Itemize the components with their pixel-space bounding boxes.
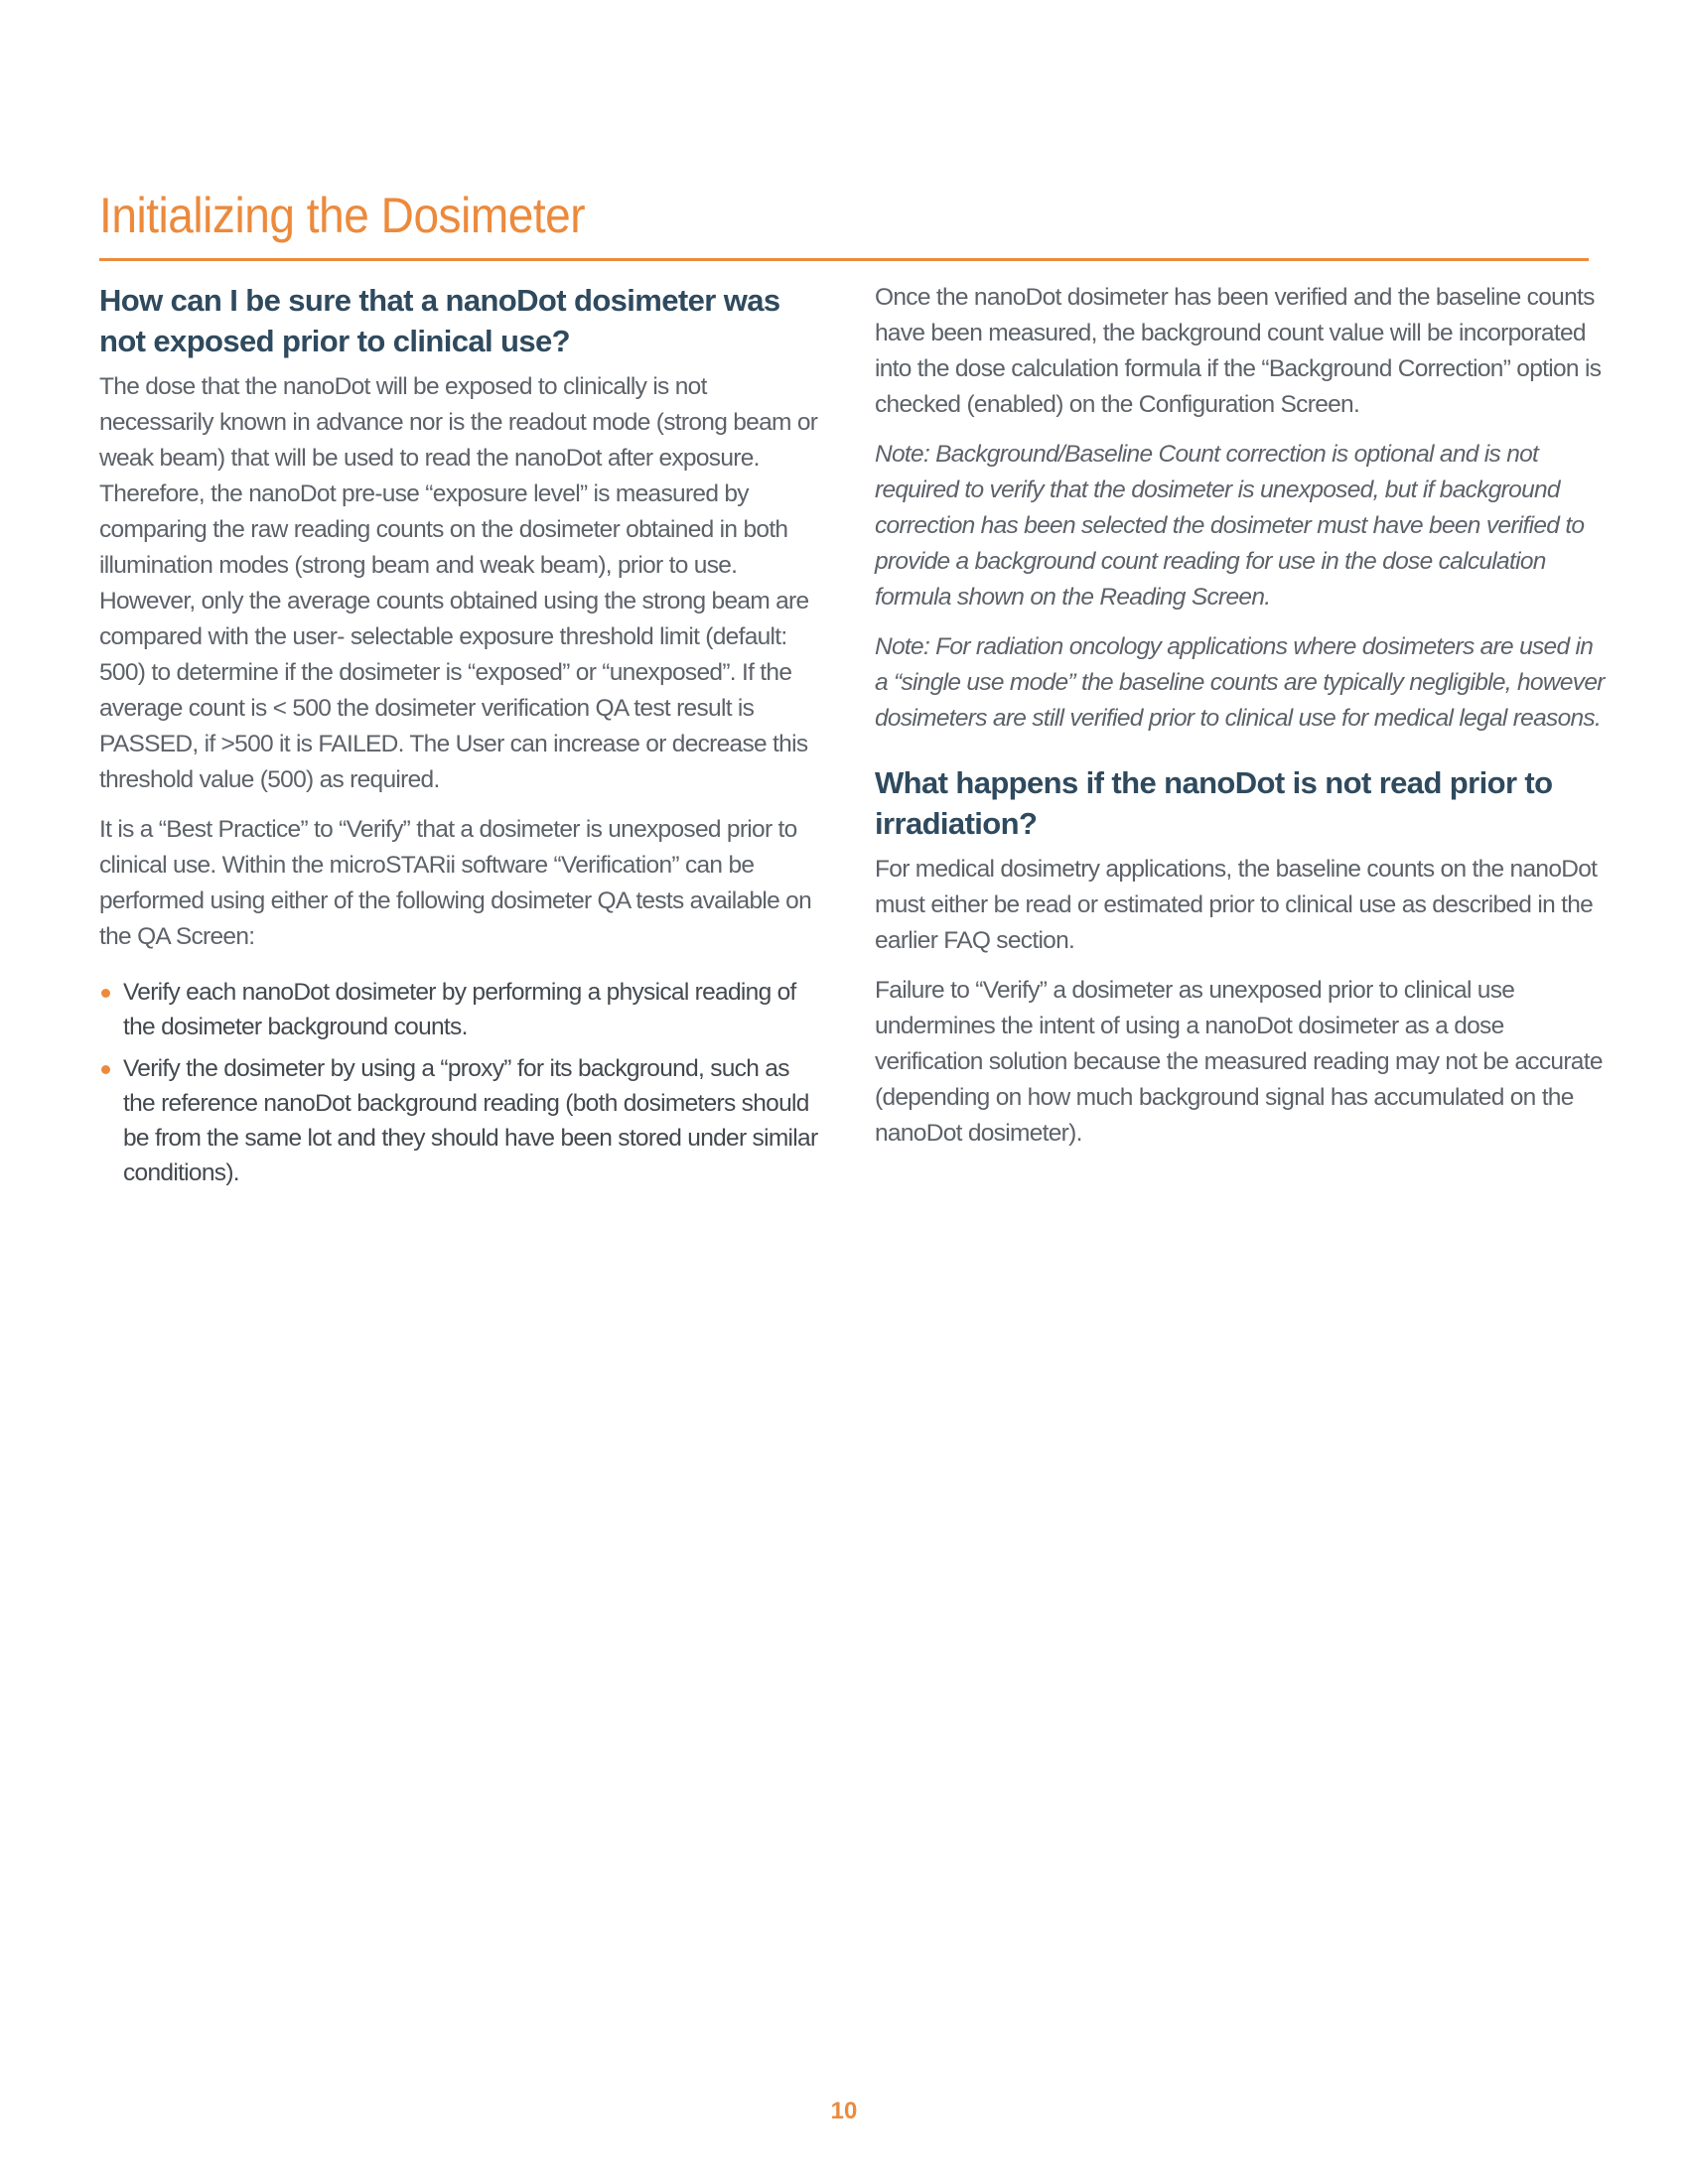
faq-heading-not-read: What happens if the nanoDot is not read prior to irradiation? [875, 765, 1553, 841]
paragraph-background-correction: Once the nanoDot dosimeter has been verified and the baseline counts have been measured, the background count value will be incorporated into the dose calculation formula if the “Background Correction” option is checked (enabled) on the Configuration Screen. [875, 284, 1602, 418]
bullet-dot-icon [101, 1065, 110, 1074]
paragraph-medical-dosimetry: For medical dosimetry applications, the baseline counts on the nanoDot must either be read or estimated prior to clinical use as described in the earlier FAQ section. [875, 856, 1598, 954]
left-column [99, 280, 824, 1197]
right-column [875, 280, 1610, 1165]
paragraph-failure-to-verify: Failure to “Verify” a dosimeter as unexposed prior to clinical use undermines the intent of using a nanoDot dosimeter as a dose verification solution because the measured reading may not be accurate (depending on how much background signal has accumulated on the nanoDot dosimeter). [875, 977, 1603, 1147]
title-divider [99, 258, 1589, 261]
faq-heading-exposure: How can I be sure that a nanoDot dosimeter was not exposed prior to clinical use? [99, 283, 780, 358]
page-title: Initializing the Dosimeter [99, 188, 586, 243]
bullet-dot-icon [101, 989, 110, 998]
verification-methods-list [99, 975, 824, 1190]
list-item [99, 975, 824, 1044]
note-radiation-oncology: Note: For radiation oncology applications where dosimeters are used in a “single use mode” the baseline counts are typically negligible, however dosimeters are still verified prior to clinical use for medical legal reasons. [875, 633, 1605, 732]
list-item-text: Verify each nanoDot dosimeter by performing a physical reading of the dosimeter background counts. [123, 979, 796, 1040]
paragraph-best-practice: It is a “Best Practice” to “Verify” that a dosimeter is unexposed prior to clinical use. Within the microSTARii software “Verification” can be performed using either of the following dosimeter QA tests available on the QA Screen: [99, 816, 812, 950]
page-number: 10 [830, 2098, 858, 2124]
list-item-text: Verify the dosimeter by using a “proxy” for its background, such as the reference nanoDot background reading (both dosimeters should be from the same lot and they should have been stored under similar conditions). [123, 1055, 818, 1186]
list-item [99, 1051, 824, 1190]
note-background-optional: Note: Background/Baseline Count correction is optional and is not required to verify that the dosimeter is unexposed, but if background correction has been selected the dosimeter must have been verified to provide a background count reading for use in the dose calculation formula shown on the Reading Screen. [875, 441, 1585, 611]
paragraph-exposure-level: The dose that the nanoDot will be exposed to clinically is not necessarily known in advance nor is the readout mode (strong beam or weak beam) that will be used to read the nanoDot after exposure. Therefore, the nanoDot pre-use “exposure level” is measured by comparing the raw reading counts on the dosimeter obtained in both illumination modes (strong beam and weak beam), prior to use. However, only the average counts obtained using the strong beam are compared with the user- selectable exposure threshold limit (default: 500) to determine if the dosimeter is “exposed” or “unexposed”. If the average count is < 500 the dosimeter verification QA test result is PASSED, if >500 it is FAILED. The User can increase or decrease this threshold value (500) as required. [99, 373, 818, 793]
